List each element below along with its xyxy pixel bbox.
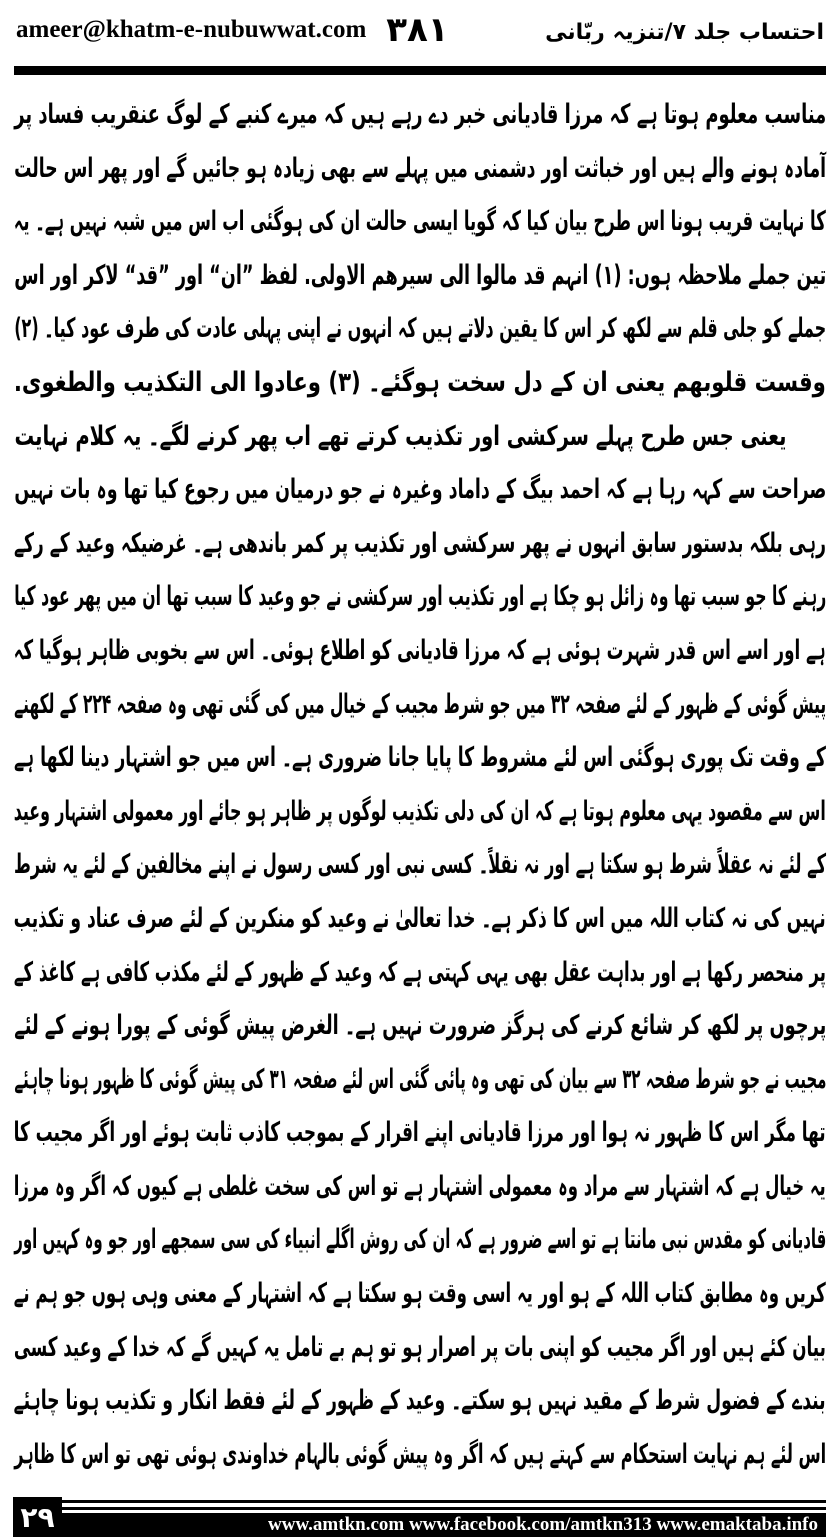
text-line xyxy=(14,570,826,624)
text-line xyxy=(14,1321,826,1375)
text-line xyxy=(14,785,826,839)
text-line-content: مجیب نے جو شرط صفحہ ۳۲ سے بیان کی تھی وہ پائی گئی اس لئے صفحہ ۳۱ کی پیش گوئی کا ظہور ہونا چاہئے xyxy=(14,1063,826,1095)
text-line xyxy=(14,999,826,1053)
text-line-content: کے وقت تک پوری ہوگئی اس لئے مشروط کا پایا جانا ضروری ہے۔ اس میں جو اشتہار دینا لکھا ہے xyxy=(14,742,826,774)
header-email: ameer@khatm-e-nubuwwat.com xyxy=(16,16,367,43)
text-line-content: یعنی جس طرح پہلے سرکشی اور تکذیب کرتے تھے اب پھر کرنے لگے۔ یہ کلام نہایت xyxy=(14,420,786,452)
text-line-content: پیش گوئی کے ظہور کے لئے صفحہ ۳۲ میں جو شرط مجیب کے خیال میں کی گئی تھی وہ صفحہ ۲۲۴ کے لکھنے xyxy=(14,688,826,720)
text-line xyxy=(14,410,826,464)
text-line-content: کے لئے نہ عقلاً شرط ہو سکتا ہے اور نہ نقلاً۔ کسی نبی اور کسی رسول نے اپنے مخالفین کے لئے یہ شرط xyxy=(14,849,826,881)
text-line xyxy=(14,946,826,1000)
text-line xyxy=(14,678,826,732)
text-line-content: بندے کے فضول شرط کے مقید نہیں ہو سکتے۔ وعید کے ظہور کے لئے فقط انکار و تکذیب ہونا چاہئے xyxy=(14,1385,826,1417)
text-line xyxy=(14,1106,826,1160)
header-left xyxy=(16,8,449,52)
text-line-content: رہی بلکہ بدستور سابق انہوں نے پھر سرکشی اور تکذیب پر کمر باندھی ہے۔ غرضیکہ وعید کے رکے xyxy=(14,527,826,559)
text-line-content: مناسب معلوم ہوتا ہے کہ مرزا قادیانی خبر دے رہے ہیں کہ میرے کنبے کے لوگ عنقریب فساد پر xyxy=(14,99,826,130)
text-line xyxy=(14,1053,826,1107)
text-line-content: صراحت سے کہہ رہا ہے کہ احمد بیگ کے داماد وغیرہ نے جو درمیان میں رجوع کیا تھا وہ بات نہیں xyxy=(14,474,826,506)
footer-links: www.amtkn.com www.facebook.com/amtkn313 www.emaktaba.info xyxy=(62,1513,826,1537)
text-line-content: یہ خیال ہے کہ اشتہار سے مراد وہ معمولی اشتہار ہے تو اس کی سخت غلطی ہے کیوں کہ اگر وہ مرزا xyxy=(14,1170,826,1202)
footer-page-number: ۲۹ xyxy=(13,1497,62,1537)
header-rule xyxy=(14,66,826,75)
text-line xyxy=(14,302,826,356)
text-line-content: تھا مگر اس کا ظہور نہ ہوا اور مرزا قادیانی اپنے اقرار کے بموجب کاذب ثابت ہوئے اور اگر مجیب کا xyxy=(14,1117,826,1149)
text-line-content: اس سے مقصود یہی معلوم ہوتا ہے کہ ان کی دلی تکذیب لوگوں پر ظاہر ہو جائے اور معمولی اشتہار وعید xyxy=(14,795,826,827)
text-line xyxy=(14,249,826,303)
text-line xyxy=(14,1267,826,1321)
text-line-content: تین جملے ملاحظہ ہوں: (۱) انہم قد مالوا الی سیرھم الاولی. لفظ ”ان“ اور ”قد“ لاکر اور اس xyxy=(14,259,826,291)
page-body-text xyxy=(14,88,826,1481)
text-line-content: کا نہایت قریب ہونا اس طرح بیان کیا کہ گویا ایسی حالت ان کی ہوگئی اب اس میں شبہ نہیں ہے۔ یہ xyxy=(14,206,826,238)
text-line xyxy=(14,1160,826,1214)
text-line xyxy=(14,88,826,142)
text-line-content: وقست قلوبھم یعنی ان کے دل سخت ہوگئے۔ (۳) وعادوا الی التکذیب والطغوی. xyxy=(14,366,826,398)
text-line xyxy=(14,517,826,571)
text-line-content: پر منحصر رکھا ہے اور بداہت عقل بھی یہی کہتی ہے کہ وعید کے ظہور کے لئے مکذب کافی ہے کاغذ کے xyxy=(14,956,826,988)
text-line-content: قادیانی کو مقدس نبی مانتا ہے تو اسے ضرور ہے کہ ان کی روش اگلے انبیاء کی سی سمجھے اور جو وہ کہیں اور xyxy=(14,1224,826,1256)
text-line-content: رہنے کا جو سبب تھا وہ زائل ہو چکا ہے اور تکذیب اور سرکشی نے جو وعید کا سبب تھا ان میں پھر عود کیا xyxy=(14,581,826,613)
text-line xyxy=(14,892,826,946)
text-line xyxy=(14,731,826,785)
text-line xyxy=(14,1213,826,1267)
text-line-content: ہے اور اسے اس قدر شہرت ہوئی ہے کہ مرزا قادیانی کو اطلاع ہوئی۔ اس سے بخوبی ظاہر ہوگیا کہ xyxy=(14,634,826,666)
footer-rule xyxy=(62,1500,826,1503)
text-line xyxy=(14,356,826,410)
text-line-content: اس لئے ہم نہایت استحکام سے کہتے ہیں کہ اگر وہ پیش گوئی بالہام خداوندی ہوئی تھی تو اس کا ظاہر xyxy=(14,1438,826,1470)
text-line xyxy=(14,1428,826,1482)
text-line-content: کریں وہ مطابق کتاب اللہ کے ہو اور یہ اسی وقت ہو سکتا ہے کہ اشتہار کے معنی وہی ہوں جو ہم نے xyxy=(14,1278,826,1310)
text-line xyxy=(14,463,826,517)
header-page-number: ۳۸۱ xyxy=(386,10,449,50)
text-line xyxy=(14,142,826,196)
text-line-content: آمادہ ہونے والے ہیں اور خباثت اور دشمنی میں پہلے سے بھی زیادہ ہو جائیں گے اور پھر اس حالت xyxy=(14,152,826,184)
text-line xyxy=(14,624,826,678)
text-line xyxy=(14,838,826,892)
footer-rule xyxy=(62,1507,826,1510)
text-line-content: پرچوں پر لکھ کر شائع کرنے کی ہرگز ضرورت نہیں ہے۔ الغرض پیش گوئی کے پورا ہونے کے لئے xyxy=(14,1010,826,1042)
text-line xyxy=(14,195,826,249)
text-line-content: بیان کئے ہیں اور اگر مجیب کو اپنی بات پر اصرار ہو تو ہم بے تامل یہ کہیں گے کہ خدا کے وعید کسی xyxy=(14,1331,826,1363)
text-line-content: جملے کو جلی قلم سے لکھ کر اس کا یقین دلاتے ہیں کہ انہوں نے اپنی پہلی عادت کی طرف عود کیا۔ (۲) xyxy=(14,313,826,345)
text-line xyxy=(14,1374,826,1428)
header-book-title: احتساب جلد ۷/تنزیہ ربّانی xyxy=(545,19,824,45)
text-line-content: نہیں کی نہ کتاب اللہ میں اس کا ذکر ہے۔ خدا تعالیٰ نے وعید کو منکرین کے لئے صرف عناد و تکذیب xyxy=(14,902,826,934)
